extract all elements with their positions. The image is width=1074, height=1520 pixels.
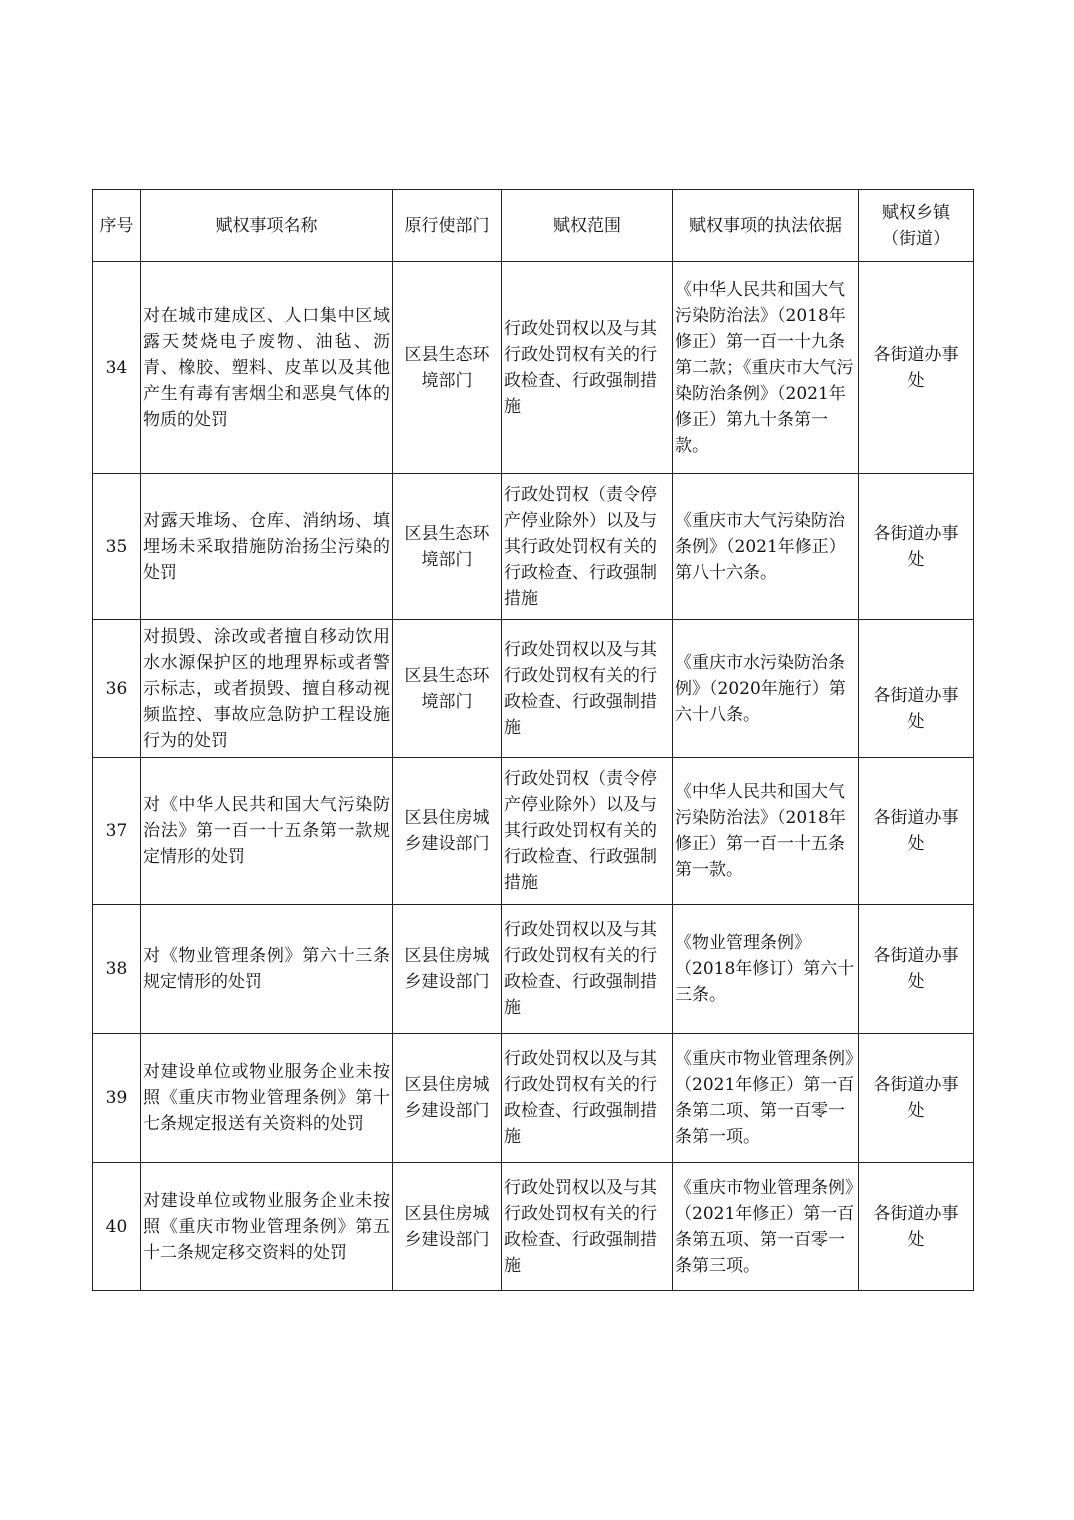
row-basis: 《中华人民共和国大气污染防治法》（2018年修正）第一百一十五条第一款。 bbox=[673, 758, 859, 905]
row-town: 各街道办事 处 bbox=[859, 905, 974, 1034]
row-seq: 39 bbox=[93, 1034, 141, 1163]
table-row bbox=[93, 620, 974, 758]
row-item-name: 对建设单位或物业服务企业未按照《重庆市物业管理条例》第十七条规定报送有关资料的处罚 bbox=[141, 1034, 393, 1163]
row-town: 各街道办事 处 bbox=[859, 1034, 974, 1163]
row-seq: 34 bbox=[93, 262, 141, 474]
row-item-name: 对建设单位或物业服务企业未按照《重庆市物业管理条例》第五十二条规定移交资料的处罚 bbox=[141, 1163, 393, 1291]
row-item-name: 对损毁、涂改或者擅自移动饮用水水源保护区的地理界标或者警示标志，或者损毁、擅自移动视频监控、事故应急防护工程设施行为的处罚 bbox=[141, 620, 393, 758]
row-seq: 36 bbox=[93, 620, 141, 758]
row-item-name: 对露天堆场、仓库、消纳场、填埋场未采取措施防治扬尘污染的处罚 bbox=[141, 474, 393, 620]
table-row bbox=[93, 262, 974, 474]
row-town: 各街道办事 处 bbox=[859, 474, 974, 620]
row-dept: 区县住房城 乡建设部门 bbox=[393, 758, 502, 905]
row-dept: 区县生态环 境部门 bbox=[393, 474, 502, 620]
header-scope: 赋权范围 bbox=[502, 190, 673, 262]
row-basis: 《重庆市物业管理条例》（2021年修正）第一百条第二项、第一百零一条第一项。 bbox=[673, 1034, 859, 1163]
row-town: 各街道办事 处 bbox=[859, 758, 974, 905]
header-name: 赋权事项名称 bbox=[141, 190, 393, 262]
row-town: 各街道办事 处 bbox=[859, 262, 974, 474]
header-dept: 原行使部门 bbox=[393, 190, 502, 262]
table-row bbox=[93, 758, 974, 905]
table-row bbox=[93, 1163, 974, 1291]
row-scope: 行政处罚权以及与其行政处罚权有关的行政检查、行政强制措施 bbox=[502, 1163, 673, 1291]
table-row bbox=[93, 474, 974, 620]
row-scope: 行政处罚权以及与其行政处罚权有关的行政检查、行政强制措施 bbox=[502, 262, 673, 474]
row-basis: 《重庆市水污染防治条例》（2020年施行）第六十八条。 bbox=[673, 620, 859, 758]
row-seq: 40 bbox=[93, 1163, 141, 1291]
row-dept: 区县住房城 乡建设部门 bbox=[393, 1163, 502, 1291]
row-scope: 行政处罚权以及与其行政处罚权有关的行政检查、行政强制措施 bbox=[502, 905, 673, 1034]
row-scope: 行政处罚权以及与其行政处罚权有关的行政检查、行政强制措施 bbox=[502, 620, 673, 758]
row-item-name: 对《中华人民共和国大气污染防治法》第一百一十五条第一款规定情形的处罚 bbox=[141, 758, 393, 905]
row-basis: 《重庆市物业管理条例》（2021年修正）第一百条第五项、第一百零一条第三项。 bbox=[673, 1163, 859, 1291]
row-basis: 《重庆市大气污染防治条例》（2021年修正）第八十六条。 bbox=[673, 474, 859, 620]
header-town: 赋权乡镇 （街道） bbox=[859, 190, 974, 262]
empowerment-table bbox=[92, 189, 974, 1291]
row-seq: 37 bbox=[93, 758, 141, 905]
table-row bbox=[93, 1034, 974, 1163]
row-dept: 区县住房城 乡建设部门 bbox=[393, 1034, 502, 1163]
row-town: 各街道办事 处 bbox=[859, 1163, 974, 1291]
row-item-name: 对在城市建成区、人口集中区域露天焚烧电子废物、油毡、沥青、橡胶、塑料、皮革以及其他产生有毒有害烟尘和恶臭气体的物质的处罚 bbox=[141, 262, 393, 474]
row-scope: 行政处罚权（责令停产停业除外）以及与其行政处罚权有关的行政检查、行政强制措施 bbox=[502, 758, 673, 905]
table-row bbox=[93, 905, 974, 1034]
row-dept: 区县住房城 乡建设部门 bbox=[393, 905, 502, 1034]
row-basis: 《物业管理条例》（2018年修订）第六十三条。 bbox=[673, 905, 859, 1034]
row-dept: 区县生态环 境部门 bbox=[393, 262, 502, 474]
table-header-row bbox=[93, 190, 974, 262]
row-seq: 35 bbox=[93, 474, 141, 620]
row-scope: 行政处罚权以及与其行政处罚权有关的行政检查、行政强制措施 bbox=[502, 1034, 673, 1163]
row-town: 各街道办事 处 bbox=[859, 620, 974, 758]
row-seq: 38 bbox=[93, 905, 141, 1034]
row-item-name: 对《物业管理条例》第六十三条规定情形的处罚 bbox=[141, 905, 393, 1034]
row-scope: 行政处罚权（责令停产停业除外）以及与其行政处罚权有关的行政检查、行政强制措施 bbox=[502, 474, 673, 620]
header-seq: 序号 bbox=[93, 190, 141, 262]
row-dept: 区县生态环 境部门 bbox=[393, 620, 502, 758]
header-basis: 赋权事项的执法依据 bbox=[673, 190, 859, 262]
row-basis: 《中华人民共和国大气污染防治法》（2018年修正）第一百一十九条第二款；《重庆市大气污染防治条例》（2021年修正）第九十条第一款。 bbox=[673, 262, 859, 474]
